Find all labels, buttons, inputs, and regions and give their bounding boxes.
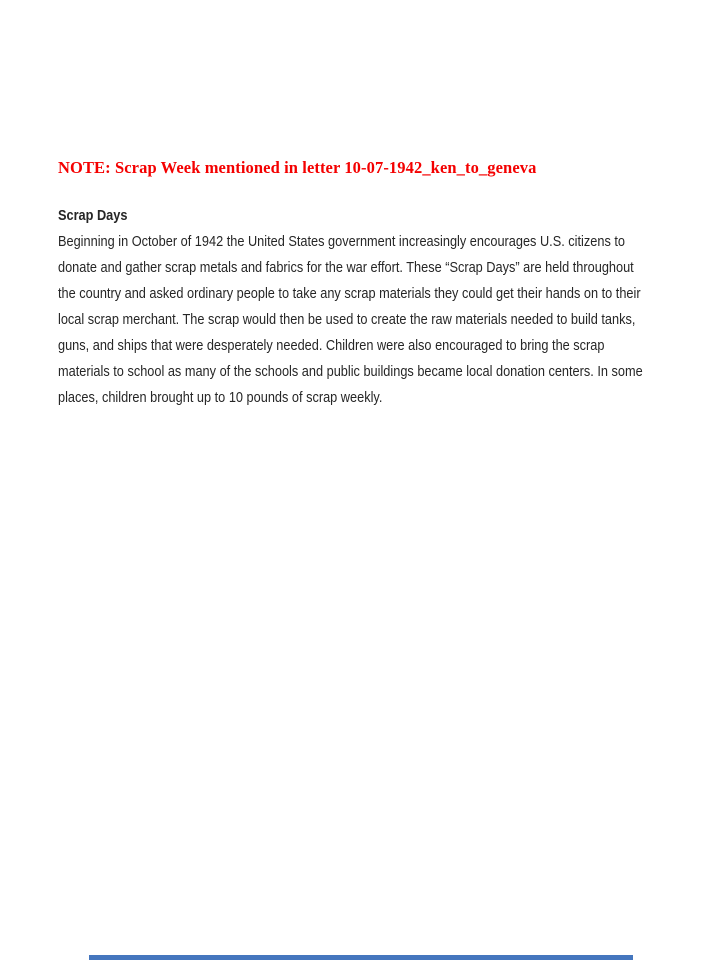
paragraph-line: places, children brought up to 10 pounds of scrap weekly. (58, 389, 383, 406)
paragraph-line: guns, and ships that were desperately needed. Children were also encouraged to bring the scrap (58, 337, 605, 354)
scrap-days-section (58, 203, 704, 411)
note-heading: NOTE: Scrap Week mentioned in letter 10-07-1942_ken_to_geneva (58, 158, 537, 177)
paragraph-line: local scrap merchant. The scrap would then be used to create the raw materials needed to build tanks, (58, 311, 636, 328)
paragraph-line: Beginning in October of 1942 the United States government increasingly encourages U.S. citizens to (58, 233, 626, 250)
section-title: Scrap Days (58, 207, 128, 224)
paragraph-line: materials to school as many of the schools and public buildings became local donation centers. In some (58, 363, 643, 380)
paragraph-line: the country and asked ordinary people to take any scrap materials they could get their hands on to their (58, 285, 641, 302)
paragraph-line: donate and gather scrap metals and fabrics for the war effort. These “Scrap Days” are held throughout (58, 259, 634, 276)
bottom-page-edge-bar (89, 955, 633, 960)
